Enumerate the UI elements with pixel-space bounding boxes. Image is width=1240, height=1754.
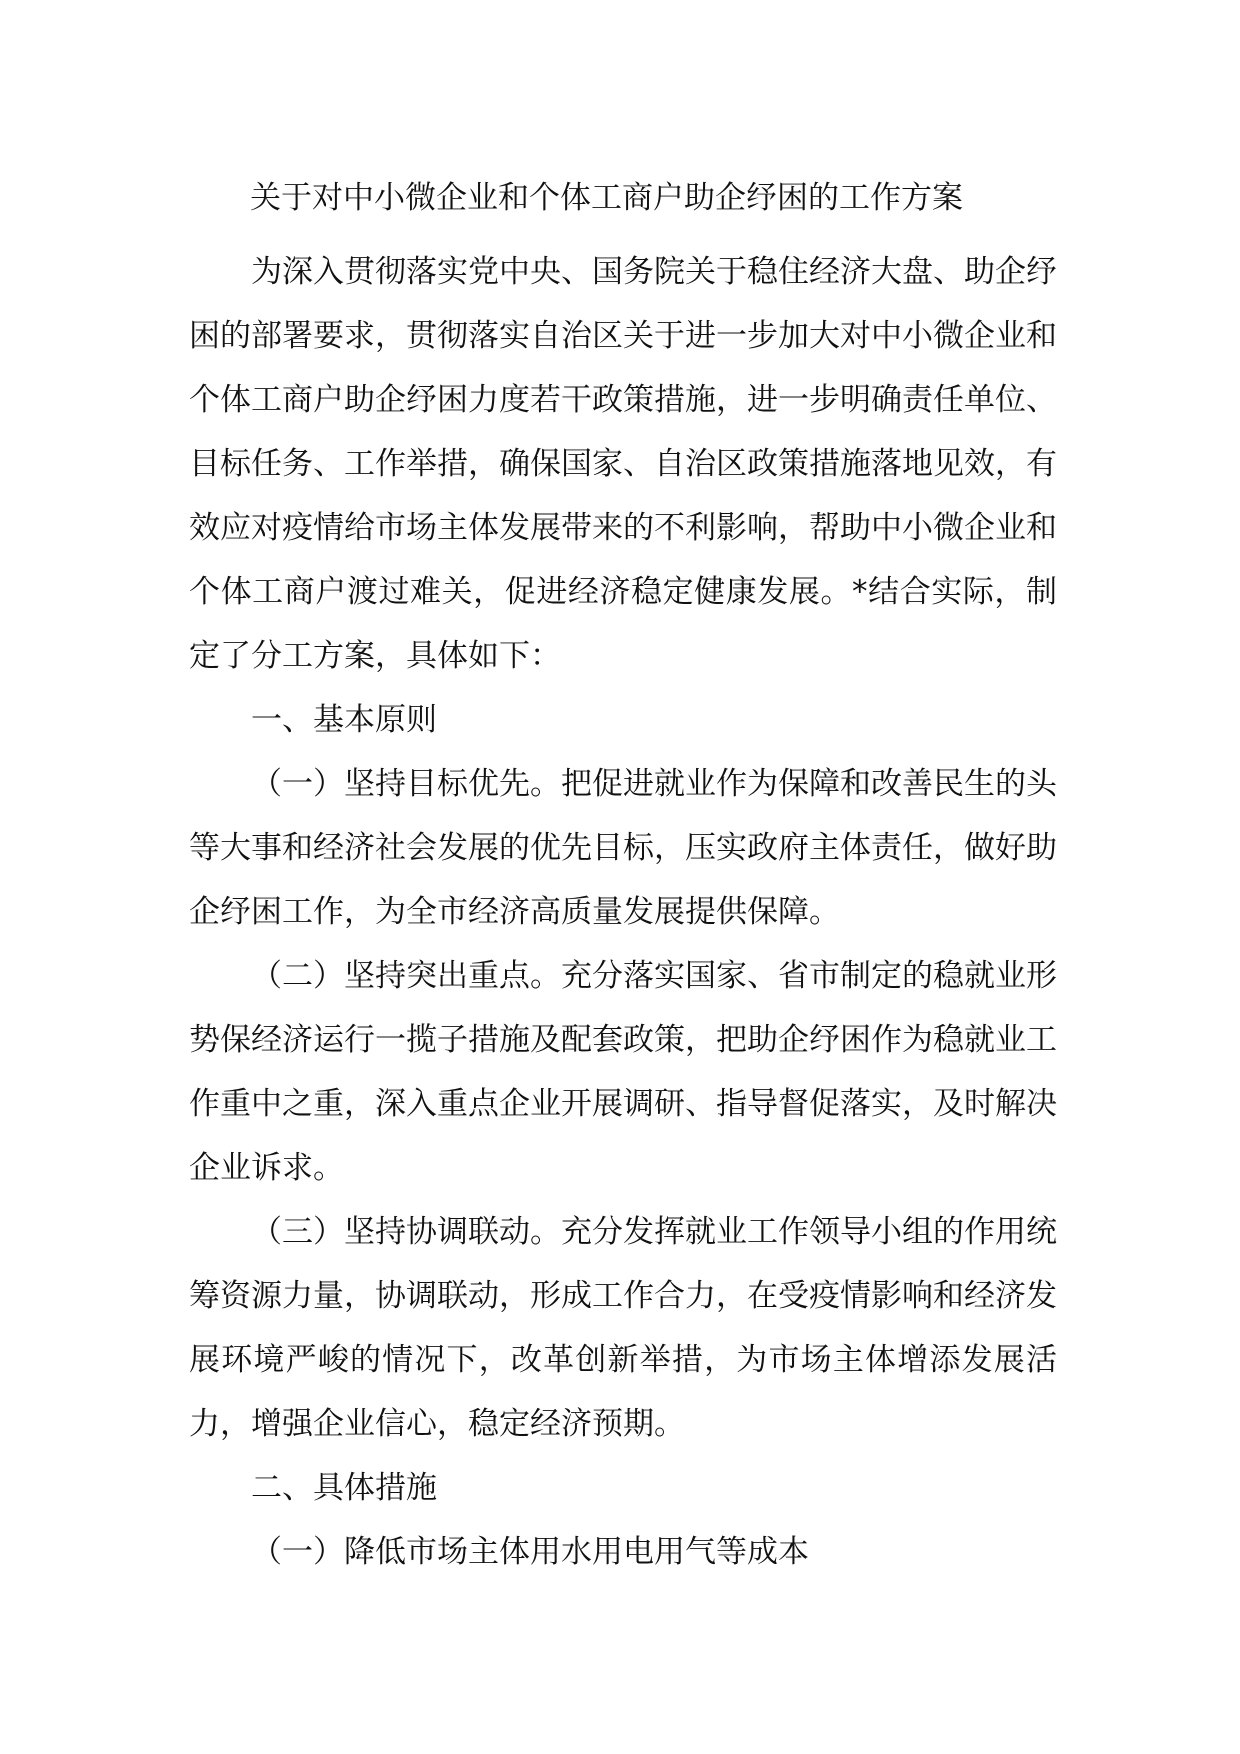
document-body <box>189 240 1057 1584</box>
section-heading-basic-principles: 一、基本原则 <box>251 702 437 738</box>
principle-paragraph-3: （三）坚持协调联动。充分发挥就业工作领导小组的作用统筹资源力量，协调联动，形成工作合力，在受疫情影响和经济发展环境严峻的情况下，改革创新举措，为市场主体增添发展活力，增强企业信心，稳定经济预期。 <box>189 1214 1057 1442</box>
document-title: 关于对中小微企业和个体工商户助企纾困的工作方案 <box>250 180 963 216</box>
measure-subheading-1: （一）降低市场主体用水用电用气等成本 <box>251 1534 809 1570</box>
principle-paragraph-1: （一）坚持目标优先。把促进就业作为保障和改善民生的头等大事和经济社会发展的优先目标，压实政府主体责任，做好助企纾困工作，为全市经济高质量发展提供保障。 <box>189 766 1057 930</box>
section-heading-specific-measures: 二、具体措施 <box>251 1470 437 1506</box>
principle-paragraph-2: （二）坚持突出重点。充分落实国家、省市制定的稳就业形势保经济运行一揽子措施及配套政策，把助企纾困作为稳就业工作重中之重，深入重点企业开展调研、指导督促落实，及时解决企业诉求。 <box>189 958 1057 1186</box>
intro-paragraph: 为深入贯彻落实党中央、国务院关于稳住经济大盘、助企纾困的部署要求，贯彻落实自治区关于进一步加大对中小微企业和个体工商户助企纾困力度若干政策措施，进一步明确责任单位、目标任务、工作举措，确保国家、自治区政策措施落地见效，有效应对疫情给市场主体发展带来的不利影响，帮助中小微企业和个体工商户渡过难关，促进经济稳定健康发展。*结合实际，制定了分工方案，具体如下： <box>189 254 1057 674</box>
